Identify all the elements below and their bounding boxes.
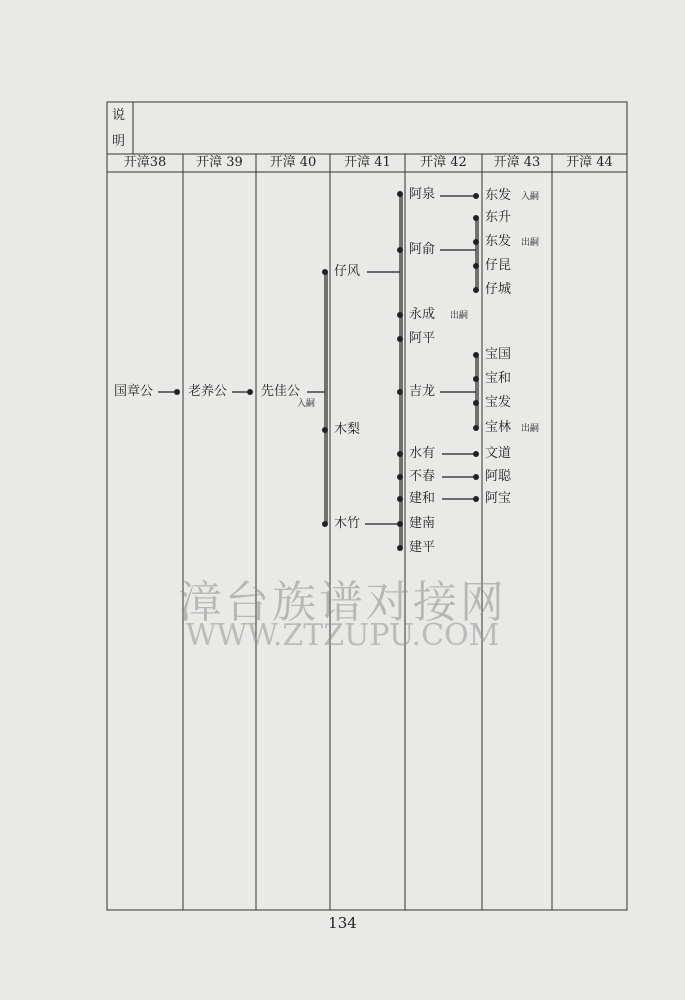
- header-gen44: 开漳 44: [566, 155, 613, 170]
- person-wendao: 文道: [485, 446, 512, 461]
- annotation-baolin: 出嗣: [521, 424, 540, 434]
- person-laoyang: 老养公: [188, 384, 228, 399]
- person-jianping: 建平: [409, 540, 436, 555]
- person-jianhe: 建和: [409, 491, 436, 506]
- header-gen43: 开漳 43: [493, 155, 541, 170]
- header-gen41: 开漳 41: [344, 155, 391, 170]
- header-gen40: 开漳 40: [269, 155, 317, 170]
- person-dongfa-2: 东发: [485, 234, 512, 249]
- watermark-url: WWW.ZTZUPU.COM: [185, 618, 500, 653]
- person-jilong: 吉龙: [409, 384, 436, 399]
- note-label-char2: 明: [112, 134, 126, 149]
- person-dongsheng: 东升: [485, 210, 512, 225]
- person-jiannan: 建南: [409, 516, 436, 531]
- person-baolin: 宝林: [485, 420, 512, 435]
- person-muli: 木梨: [334, 422, 361, 437]
- person-ayu: 阿俞: [409, 242, 436, 257]
- person-guozhang: 国章公: [114, 384, 154, 399]
- annotation-xianjia: 入嗣: [297, 399, 316, 409]
- annotation-yongcheng: 出嗣: [450, 311, 469, 321]
- person-aquan: 阿泉: [409, 187, 436, 202]
- person-dongfa-1: 东发: [485, 188, 512, 203]
- person-shuiyou: 水有: [409, 446, 436, 461]
- person-zaikun: 仔昆: [485, 258, 512, 273]
- person-acong: 阿聪: [485, 469, 512, 484]
- page-number: 134: [328, 914, 357, 932]
- person-baofa: 宝发: [485, 395, 512, 410]
- person-baoguo: 宝国: [485, 347, 512, 362]
- header-gen39: 开漳 39: [196, 155, 243, 170]
- table-border: [107, 102, 627, 910]
- watermark-title: 漳台族谱对接网: [178, 577, 507, 628]
- annotation-dongfa-1: 入嗣: [521, 192, 540, 202]
- header-gen42: 开漳 42: [420, 155, 467, 170]
- person-zaicheng: 仔城: [485, 282, 512, 297]
- header-gen38: 开漳38: [123, 155, 167, 170]
- person-yongcheng: 永成: [409, 307, 436, 322]
- person-aping: 阿平: [409, 331, 436, 346]
- person-muzhu: 木竹: [334, 516, 361, 531]
- person-buchun: 不春: [409, 469, 436, 484]
- person-xianjia: 先佳公: [261, 384, 301, 399]
- person-abao: 阿宝: [485, 491, 512, 506]
- person-zaifeng: 仔风: [334, 264, 361, 279]
- person-baohe: 宝和: [485, 371, 512, 386]
- annotation-dongfa-2: 出嗣: [521, 238, 540, 248]
- note-label-char1: 说: [112, 108, 126, 123]
